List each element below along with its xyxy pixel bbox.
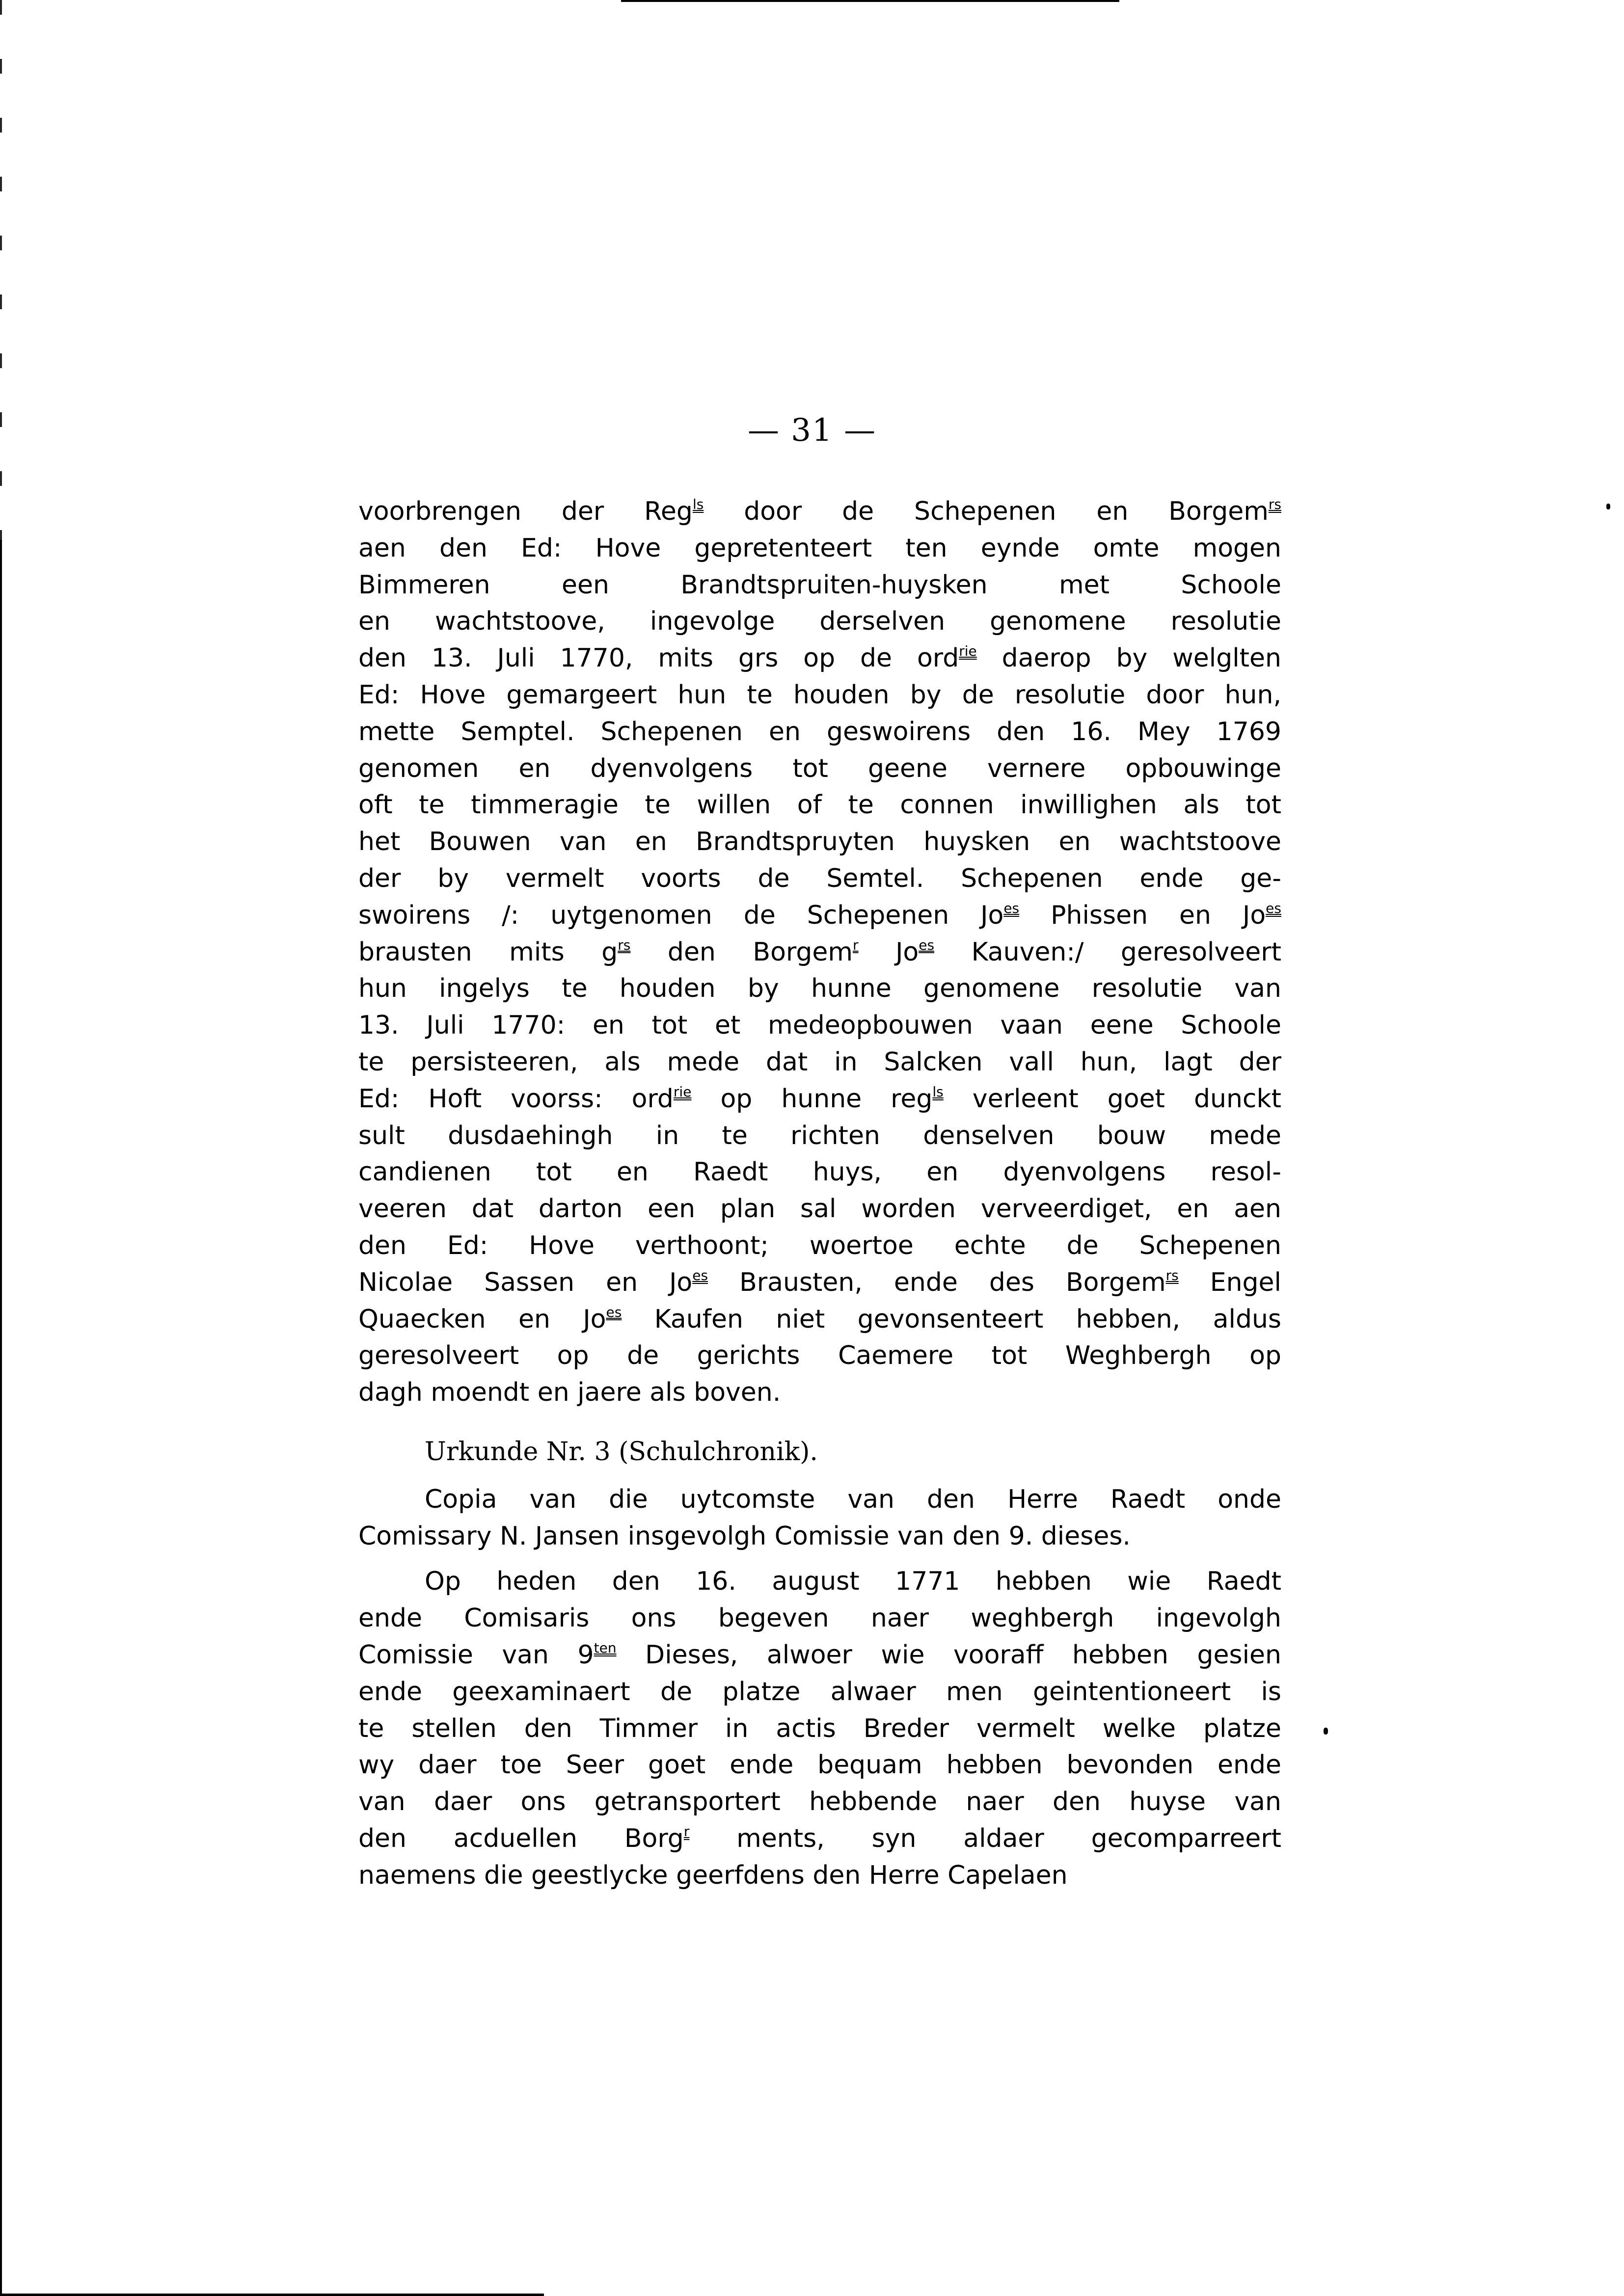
superscript-abbreviation: rs: [1165, 1267, 1179, 1283]
superscript-abbreviation: ls: [692, 496, 704, 512]
text-line: den 13. Juli 1770, mits grs op de ord$^{rie}$ daerop by welglten: [358, 643, 1281, 673]
superscript-abbreviation: ls: [932, 1083, 944, 1100]
text-line: Copia van die uytcomste van den Herre Raedt onde: [425, 1484, 1281, 1514]
superscript-abbreviation: es: [1003, 900, 1020, 916]
text-line: het Bouwen van en Brandtspruyten huysken en wachtstoove: [358, 827, 1281, 857]
scan-left-edge: [0, 540, 2, 2296]
text-line: Bimmeren een Brandtspruiten-huysken met Schoole: [358, 570, 1281, 600]
text-line: naemens die geestlycke geerfdens den Herre Capelaen: [358, 1860, 1068, 1890]
text-line: ende geexaminaert de platze alwaer men geintentioneert is: [358, 1677, 1281, 1707]
text-line: mette Semptel. Schepenen en geswoirens den 16. Mey 1769: [358, 717, 1281, 747]
superscript-abbreviation: rs: [1268, 496, 1282, 512]
text-line: Quaecken en $Jo^{es}$ Kaufen niet gevonsenteert hebben, aldus: [358, 1304, 1281, 1334]
text-line: candienen tot en Raedt huys, en dyenvolgens resol-: [358, 1157, 1281, 1187]
text-line: voorbrengen der Reg$^{ls}$ door de Schepenen en Borgem$^{rs}$: [358, 496, 1282, 526]
superscript-abbreviation: r: [853, 936, 859, 953]
text-line: aen den Ed: Hove gepretenteert ten eynde omte mogen: [358, 533, 1281, 563]
text-line: Ed: Hove gemargeert hun te houden by de resolutie door hun,: [358, 680, 1281, 710]
superscript-abbreviation: rie: [959, 643, 977, 660]
text-line: den Ed: Hove verthoont; woertoe echte de Schepenen: [358, 1230, 1281, 1260]
scan-speck: [1606, 504, 1610, 509]
text-line: veeren dat darton een plan sal worden verveerdiget, en aen: [358, 1194, 1281, 1224]
text-line: Comissie van $9^{ten}$ Dieses, alwoer wie vooraff hebben gesien: [358, 1639, 1281, 1670]
text-line: swoirens /: uytgenomen de Schepenen $Jo^{es}$ Phissen en $Jo^{es}$: [358, 900, 1281, 930]
superscript-abbreviation: es: [919, 936, 935, 953]
text-line: Nicolae Sassen en $Jo^{es}$ Brausten, ende des Borgem$^{rs}$ Engel: [358, 1267, 1281, 1297]
paragraph-op-heden: [358, 1563, 1281, 1894]
text-line: den acduellen Borg$^r$ ments, syn aldaer gecomparreert: [358, 1823, 1282, 1853]
scan-left-edge-marks: [0, 0, 2, 540]
text-line: hun ingelys te houden by hunne genomene resolutie van: [358, 974, 1281, 1004]
text-line: Op heden den 16. august 1771 hebben wie Raedt: [425, 1567, 1281, 1597]
section-heading: Urkunde Nr. 3 (Schulchronik).: [425, 1437, 818, 1467]
text-line: der by vermelt voorts de Semtel. Schepenen ende ge-: [358, 863, 1281, 893]
text-line: Comissary N. Jansen insgevolgh Comissie van den 9. dieses.: [358, 1521, 1131, 1551]
superscript-abbreviation: r: [683, 1823, 690, 1840]
text-line: oft te timmeragie te willen of te connen inwillighen als tot: [358, 790, 1281, 820]
text-line: genomen en dyenvolgens tot geene vernere opbouwinge: [358, 753, 1281, 783]
superscript-abbreviation: rie: [673, 1083, 692, 1100]
text-line: brausten mits $g^{rs}$ den Borgem$^r$ $Jo^{es}$ Kauven:/ geresolveert: [358, 936, 1281, 967]
superscript-abbreviation: es: [692, 1267, 708, 1283]
paragraph-copia: [358, 1481, 1281, 1555]
text-line: dagh moendt en jaere als boven.: [358, 1378, 781, 1408]
text-line: te stellen den Timmer in actis Breder vermelt welke platze: [358, 1713, 1281, 1743]
text-line: geresolveert op de gerichts Caemere tot Weghbergh op: [358, 1341, 1281, 1371]
scan-speck: [1324, 1728, 1328, 1735]
text-line: ende Comisaris ons begeven naer weghbergh ingevolgh: [358, 1603, 1281, 1633]
scan-bottom-edge: [0, 2294, 544, 2296]
text-line: wy daer toe Seer goet ende bequam hebben bevonden ende: [358, 1750, 1281, 1780]
text-line: sult dusdaehingh in te richten denselven bouw mede: [358, 1121, 1281, 1150]
superscript-abbreviation: es: [606, 1304, 622, 1320]
document-body: [358, 493, 1281, 1894]
paragraph-resolution: [358, 493, 1281, 1411]
text-line: en wachtstoove, ingevolge derselven genomene resolutie: [358, 607, 1281, 637]
text-line: 13. Juli 1770: en tot et medeopbouwen vaan eene Schoole: [358, 1011, 1281, 1041]
superscript-abbreviation: rs: [618, 936, 631, 953]
scan-top-edge: [621, 0, 1119, 2]
text-line: van daer ons getransportert hebbende naer den huyse van: [358, 1787, 1281, 1817]
text-line: Ed: Hoft voorss: ord$^{rie}$ op hunne reg$^{ls}$ verleent goet dunckt: [358, 1083, 1281, 1114]
superscript-abbreviation: ten: [594, 1639, 617, 1656]
text-line: te persisteeren, als mede dat in Salcken vall hun, lagt der: [358, 1047, 1281, 1077]
superscript-abbreviation: es: [1266, 900, 1281, 916]
page-number: — 31 —: [747, 412, 877, 449]
